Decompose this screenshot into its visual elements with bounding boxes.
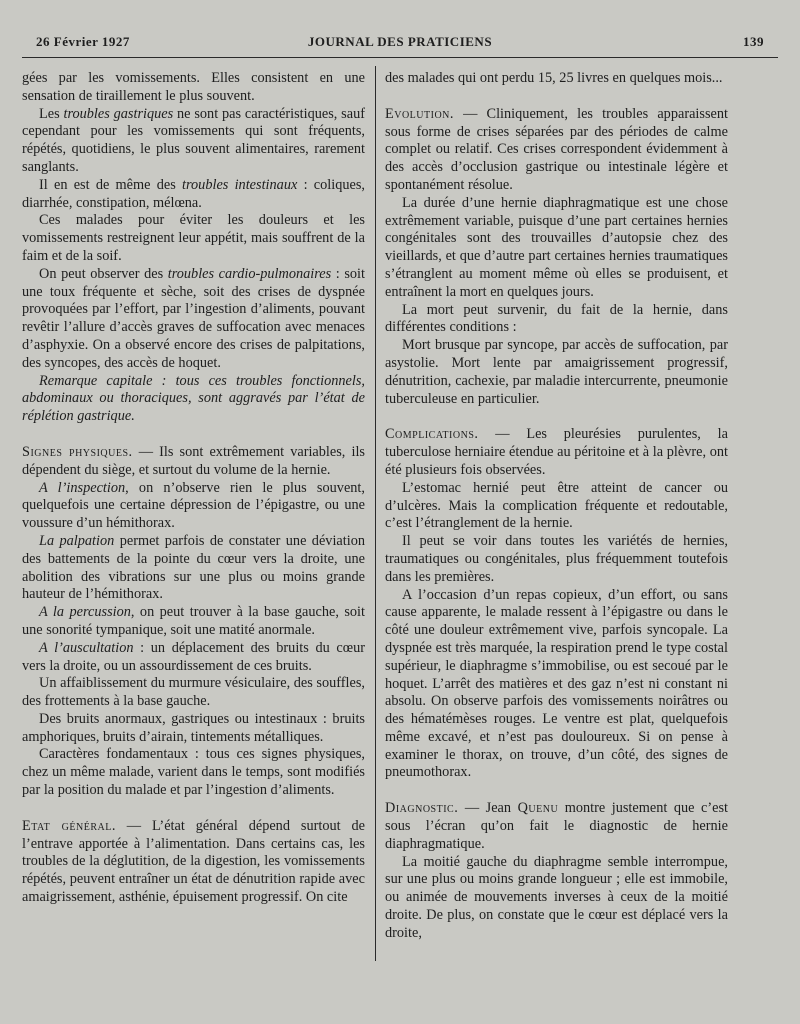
- right-column: [385, 70, 728, 943]
- paragraph: des malades qui ont perdu 15, 25 livres en quelques mois...: [385, 70, 723, 86]
- section-signes-physiques: Signes physiques. — Ils sont extrêmement variables, ils dépendent du siège, et surtout du volume de la hernie.: [22, 443, 365, 478]
- paragraph: La durée d’une hernie diaphragmatique est une chose extrêmement variable, puisque d’une part certaines hernies congénitales sont des trouvailles d’autopsie chez des vieillards, et que d’autre part certaines hernies traumatiques s’étranglent au moment même où elles se produisent, et entraînent la mort en quelques jours.: [385, 194, 728, 300]
- section-heading: Complications.: [385, 426, 479, 443]
- header-date: 26 Février 1927: [36, 34, 130, 49]
- paragraph: Caractères fondamentaux : tous ces signes physiques, chez un même malade, varient dans le temps, sont modifiés par la position du malade et par l’ingestion d’aliments.: [22, 746, 365, 799]
- header-journal-title: JOURNAL DES PRATICIENS: [307, 34, 493, 49]
- paragraph: A la percussion, on peut trouver à la base gauche, soit une sonorité tympanique, soit une matité anormale.: [22, 604, 365, 638]
- running-header: [36, 34, 764, 54]
- section-heading: Etat général.: [22, 817, 116, 834]
- paragraph: Des bruits anormaux, gastriques ou intestinaux : bruits amphoriques, bruits d’airain, tintements métalliques.: [22, 710, 365, 745]
- section-diagnostic: Diagnostic. — Jean Quenu montre justement que c’est sous l’écran qu’on fait le diagnostic de hernie diaphragmatique.: [385, 800, 728, 852]
- paragraph: Il en est de même des troubles intestinaux : coliques, diarrhée, constipation, mélœna.: [22, 176, 365, 211]
- paragraph: La moitié gauche du diaphragme semble interrompue, sur une plus ou moins grande longueur ; elle est immobile, ou animée de mouvements inverses à ceux de la moitié droite. De plus, on constate que le cœur est déplacé vers la droite,: [385, 853, 728, 941]
- section-heading: Evolution.: [385, 105, 454, 122]
- paragraph: A l’occasion d’un repas copieux, d’un effort, ou sans cause apparente, le malade ressent à l’épigastre ou dans le côté une douleur extrêmement vive, parfois syncopale. La dyspnée est très marquée, la respiration prend le type costal supérieur, le diaphragme s’immobilise, ou est secoué par le hoquet. L’arrêt des matières et des gaz n’est ni constant ni absolu. On observe parfois des vomissements noirâtres ou des hématémèses rouges. Le ventre est plat, quelquefois même excavé, et n’est pas douloureux. Si on pense à examiner le thorax, on trouve, d’un côté, des signes de pneumothorax.: [385, 586, 728, 781]
- paragraph: A l’auscultation : un déplacement des bruits du cœur vers la droite, ou un assourdissement de ces bruits.: [22, 639, 365, 674]
- column-divider: [375, 66, 376, 961]
- section-evolution: Evolution. — Cliniquement, les troubles apparaissent sous forme de crises séparées par des périodes de calme complet ou relatif. Ces crises correspondent évidemment à des accès d’occlusion gastrique ou intestinale légère et spontanément résolue.: [385, 105, 728, 193]
- paragraph: On peut observer des troubles cardio-pulmonaires : soit une toux fréquente et sèche, soit des crises de dyspnée provoquées par l’effort, par l’ingestion d’aliments, pouvant revêtir l’allure d’accès graves de suffocation avec menaces d’asphyxie. On a observé encore des crises de palpitations, des syncopes, des accès de hoquet.: [22, 265, 366, 371]
- paragraph: A l’inspection, on n’observe rien le plus souvent, quelquefois une certaine dépression de l’épigastre, ou une voussure d’un hémithorax.: [22, 479, 365, 532]
- paragraph: Il peut se voir dans toutes les variétés de hernies, traumatiques ou congénitales, plus fréquemment toutefois dans les premières.: [385, 533, 728, 585]
- paragraph: Un affaiblissement du murmure vésiculaire, des souffles, des frottements à la base gauche.: [22, 675, 365, 710]
- author-name: Quenu: [517, 800, 559, 817]
- paragraph: Mort brusque par syncope, par accès de suffocation, par asystolie. Mort lente par amaigrissement progressif, dénutrition, cachexie, par maladie intercurrente, pneumonie tuberculeuse en particulier.: [385, 337, 728, 407]
- paragraph-remark: Remarque capitale : tous ces troubles fonctionnels, abdominaux ou thoraciques, sont aggravés par l’état de réplétion gastrique.: [22, 372, 365, 425]
- section-complications: Complications. — Les pleurésies purulentes, la tuberculose herniaire étendue au péritoine et à la plèvre, ont été plusieurs fois observées.: [385, 426, 728, 478]
- paragraph: Ces malades pour éviter les douleurs et les vomissements restreignent leur appétit, mais souffrent de la faim et de la soif.: [22, 212, 365, 264]
- paragraph: La palpation permet parfois de constater une déviation des battements de la pointe du cœur vers la droite, une abolition des vibrations sur une plus ou moins grande hauteur de l’hémithorax.: [22, 532, 366, 603]
- paragraph: La mort peut survenir, du fait de la hernie, dans différentes conditions :: [385, 301, 728, 336]
- left-column: [22, 70, 365, 907]
- header-rule: [22, 57, 778, 58]
- paragraph: Les troubles gastriques ne sont pas caractéristiques, sauf cependant pour les vomissements qui sont fréquents, répétés, quotidiens, le plus souvent alimentaires, rarement sanglants.: [22, 105, 365, 175]
- paragraph: L’estomac hernié peut être atteint de cancer ou d’ulcères. Mais la complication fréquente et redoutable, c’est l’étranglement de la hernie.: [385, 479, 728, 532]
- section-heading: Diagnostic.: [385, 800, 459, 817]
- section-etat-general: Etat général. — L’état général dépend surtout de l’entrave apportée à l’alimentation. Dans certains cas, les troubles de la déglutition, de la digestion, les vomissements répétés, peuvent entraîner un état de dénutrition rapide avec amaigrissement, asthénie, épuisement progressif. On cite: [22, 817, 365, 906]
- section-heading: Signes physiques.: [22, 443, 133, 460]
- header-page-number: 139: [743, 34, 764, 49]
- paragraph: gées par les vomissements. Elles consistent en une sensation de tiraillement le plus souvent.: [22, 70, 365, 104]
